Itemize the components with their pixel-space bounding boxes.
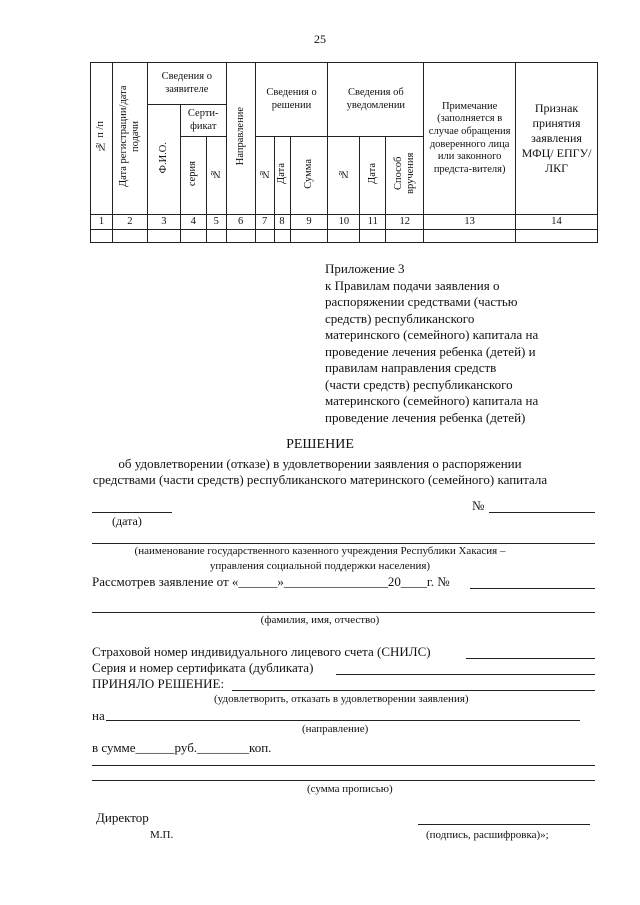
column-number: 3	[147, 215, 180, 230]
column-number: 11	[360, 215, 386, 230]
column-number: 6	[226, 215, 255, 230]
column-number-row	[91, 215, 598, 230]
appendix-line: материнского (семейного) капитала на	[325, 327, 539, 342]
decided-label: ПРИНЯЛО РЕШЕНИЕ:	[92, 676, 225, 691]
column-number: 4	[180, 215, 206, 230]
applicant-group-header: Сведения о заявителе	[147, 63, 226, 105]
decision-subtitle-2: средствами (части средств) республиканского материнского (семейного) капитала	[92, 472, 548, 487]
application-number-line[interactable]	[470, 588, 595, 589]
certificate-label: Серия и номер сертификата (дубликата)	[92, 660, 314, 675]
column-number: 2	[112, 215, 147, 230]
appendix-line: правилам направления средств	[325, 360, 497, 375]
sum-text: в сумме______руб.________коп.	[92, 740, 272, 755]
notice-group-header: Сведения об уведомлении	[328, 63, 424, 137]
page-number: 25	[314, 32, 326, 46]
sum-caption: (сумма прописью)	[307, 783, 393, 795]
institution-caption-1: (наименование государственного казенного учреждения Республики Хакасия –	[134, 545, 506, 557]
institution-caption-2: управления социальной поддержки населения)	[209, 560, 431, 572]
direction-caption: (направление)	[302, 723, 369, 735]
column-number: 5	[206, 215, 226, 230]
sum-words-line-1[interactable]	[92, 765, 595, 766]
col-date-header: Дата регистрации/дата подачи	[112, 63, 147, 215]
director-label: Директор	[96, 810, 149, 825]
appendix-block	[325, 261, 538, 426]
col-dec-no-header: №	[255, 137, 274, 215]
column-number: 12	[386, 215, 424, 230]
column-number: 1	[91, 215, 113, 230]
col-direction-header: Направление	[226, 63, 255, 215]
fio-line[interactable]	[92, 612, 595, 613]
direction-prefix: на	[92, 708, 105, 723]
appendix-line: Приложение 3	[325, 261, 405, 276]
column-number: 10	[328, 215, 360, 230]
appendix-line: (части средств) республиканского	[325, 376, 513, 392]
appendix-line: проведение лечения ребенка (детей)	[325, 409, 526, 425]
column-number: 14	[516, 215, 598, 230]
column-number: 7	[255, 215, 274, 230]
col-dec-sum-header: Сумма	[290, 137, 328, 215]
stamp-label: М.П.	[150, 829, 174, 841]
column-number: 8	[274, 215, 290, 230]
col-num-header: № п /п	[91, 63, 113, 215]
date-caption: (дата)	[112, 514, 142, 528]
certificate-line[interactable]	[336, 674, 595, 675]
col-cert-no-header: №	[206, 137, 226, 215]
appendix-line: распоряжении средствами (частью	[325, 294, 518, 309]
snils-line[interactable]	[466, 658, 595, 659]
col-not-method-header: Способ вручения	[386, 137, 424, 215]
col-dec-date-header: Дата	[274, 137, 290, 215]
snils-label: Страховой номер индивидуального лицевого счета (СНИЛС)	[92, 644, 431, 659]
col-not-date-header: Дата	[360, 137, 386, 215]
certificate-group-header: Серти-фикат	[180, 105, 226, 137]
date-line[interactable]	[92, 512, 172, 513]
column-number: 9	[290, 215, 328, 230]
fio-caption: (фамилия, имя, отчество)	[260, 614, 380, 626]
considered-text: Рассмотрев заявление от «______»________________20____г. №	[92, 574, 450, 589]
appendix-line: проведение лечения ребенка (детей) и	[325, 343, 536, 359]
empty-data-row	[91, 230, 598, 243]
decision-group-header: Сведения о решении	[255, 63, 328, 137]
registry-table	[90, 62, 598, 243]
decided-caption: (удовлетворить, отказать в удовлетворении заявления)	[214, 693, 469, 705]
institution-line[interactable]	[92, 543, 595, 544]
sum-words-line-2[interactable]	[92, 780, 595, 781]
direction-line[interactable]	[106, 720, 580, 721]
signature-line[interactable]	[418, 824, 590, 825]
number-label: №	[472, 498, 485, 513]
col-fio-header: Ф.И.О.	[147, 105, 180, 215]
appendix-line: к Правилам подачи заявления о	[325, 277, 500, 293]
appendix-line: средств) республиканского	[325, 310, 475, 326]
col-note-header: Примечание (заполняется в случае обращения доверенного лица или законного предста-вителя)	[424, 63, 516, 215]
decision-title: РЕШЕНИЕ	[286, 437, 354, 452]
decision-subtitle-1: об удовлетворении (отказе) в удовлетворении заявления о распоряжении	[118, 456, 522, 471]
signature-caption: (подпись, расшифровка)»;	[426, 829, 549, 841]
number-line[interactable]	[489, 512, 595, 513]
col-series-header: серия	[180, 137, 206, 215]
column-number: 13	[424, 215, 516, 230]
col-sign-header: Признак принятия заявления МФЦ/ ЕПГУ/ ЛКГ	[516, 63, 598, 215]
col-not-no-header: №	[328, 137, 360, 215]
appendix-line: материнского (семейного) капитала на	[325, 393, 539, 408]
decided-line[interactable]	[232, 690, 595, 691]
